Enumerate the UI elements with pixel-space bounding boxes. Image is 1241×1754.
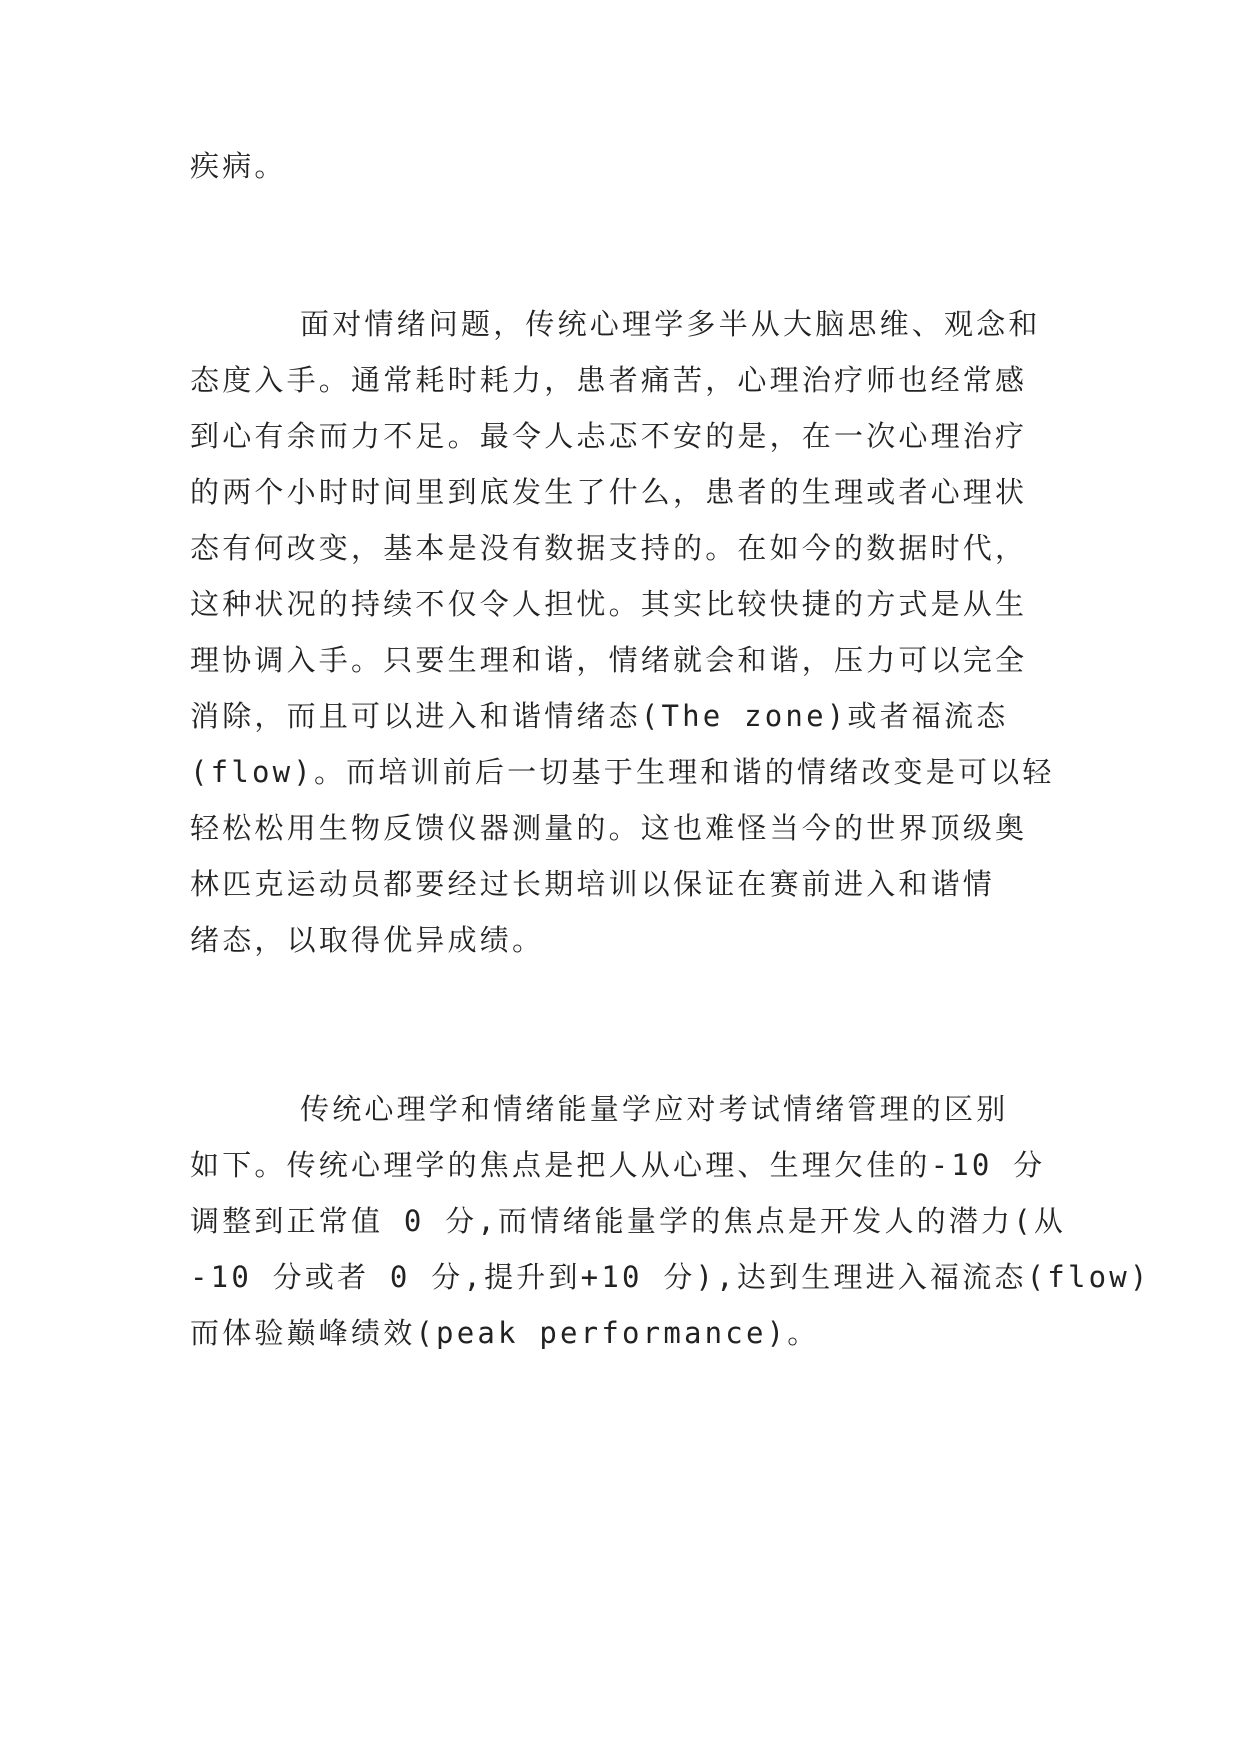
paragraph-line: 调整到正常值 0 分,而情绪能量学的焦点是开发人的潜力(从: [190, 1204, 1067, 1238]
paragraph-line: 态有何改变，基本是没有数据支持的。在如今的数据时代，: [190, 531, 1028, 565]
paragraph-line: 面对情绪问题，传统心理学多半从大脑思维、观念和: [300, 307, 1041, 341]
paragraph-line: 疾病。: [190, 149, 287, 183]
paragraph-line: 绪态，以取得优异成绩。: [190, 923, 545, 957]
paragraph-line: 理协调入手。只要生理和谐，情绪就会和谐，压力可以完全: [190, 643, 1028, 677]
paragraph-line: 如下。传统心理学的焦点是把人从心理、生理欠佳的-10 分: [190, 1148, 1046, 1182]
paragraph-line: 消除，而且可以进入和谐情绪态(The zone)或者福流态: [190, 699, 1009, 733]
paragraph-line: 林匹克运动员都要经过长期培训以保证在赛前进入和谐情: [190, 867, 996, 901]
paragraph-line: 态度入手。通常耗时耗力，患者痛苦，心理治疗师也经常感: [190, 363, 1028, 397]
paragraph-line: (flow)。而培训前后一切基于生理和谐的情绪改变是可以轻: [190, 755, 1055, 789]
paragraph-line: 到心有余而力不足。最令人忐忑不安的是，在一次心理治疗: [190, 419, 1028, 453]
paragraph-line: 的两个小时时间里到底发生了什么，患者的生理或者心理状: [190, 475, 1028, 509]
paragraph-line: 这种状况的持续不仅令人担忧。其实比较快捷的方式是从生: [190, 587, 1028, 621]
paragraph-line: 轻松松用生物反馈仪器测量的。这也难怪当今的世界顶级奥: [190, 811, 1028, 845]
paragraph-line: -10 分或者 0 分,提升到+10 分),达到生理进入福流态(flow): [190, 1260, 1151, 1294]
paragraph-line: 而体验巅峰绩效(peak performance)。: [190, 1316, 820, 1350]
paragraph-line: 传统心理学和情绪能量学应对考试情绪管理的区别: [300, 1092, 1009, 1126]
